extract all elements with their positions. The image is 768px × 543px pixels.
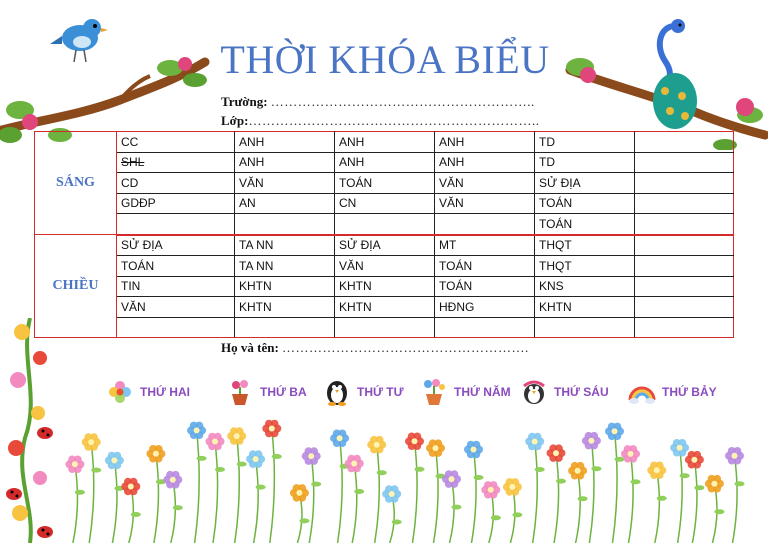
table-cell [335, 317, 435, 338]
table-cell: KHTN [235, 276, 335, 297]
table-cell [635, 276, 734, 297]
table-cell: VĂN [117, 297, 235, 318]
table-cell: ANH [435, 152, 535, 173]
school-label: Trường: [221, 94, 268, 109]
school-dots: ………………………………………………….. [270, 94, 535, 109]
table-row [35, 317, 734, 338]
ladybug-vine-decoration [0, 318, 70, 543]
day-legend-2 [323, 378, 404, 406]
table-cell [635, 235, 734, 256]
day-label: THỨ NĂM [454, 385, 511, 399]
table-cell [635, 317, 734, 338]
table-cell: KHTN [235, 297, 335, 318]
table-cell: VĂN [335, 256, 435, 277]
day-legend-4 [520, 378, 609, 406]
table-cell: CD [117, 173, 235, 194]
table-cell: TD [535, 132, 635, 153]
ladybug-icon [37, 427, 53, 439]
table-cell: TOÁN [335, 173, 435, 194]
flowerpot-icon [420, 378, 448, 406]
session-morning-label: SÁNG [35, 132, 117, 235]
table-cell [635, 214, 734, 235]
table-cell: KHTN [535, 297, 635, 318]
table-cell: THQT [535, 256, 635, 277]
table-cell: TOÁN [535, 193, 635, 214]
peacock-icon [640, 16, 710, 131]
ladybug-icon [37, 526, 53, 538]
table-cell: CN [335, 193, 435, 214]
penguin-icon [323, 378, 351, 406]
table-cell: VĂN [435, 193, 535, 214]
timetable [34, 131, 734, 338]
table-cell: HĐNG [435, 297, 535, 318]
table-cell [635, 173, 734, 194]
table-cell: GDĐP [117, 193, 235, 214]
ladybug-icon [6, 488, 22, 500]
day-label: THỨ BẢY [662, 385, 717, 399]
day-legend-3 [420, 378, 511, 406]
page-title: THỜI KHÓA BIỂU [220, 37, 550, 82]
table-cell: TA NN [235, 256, 335, 277]
table-cell: TOÁN [435, 276, 535, 297]
day-legend-1 [226, 378, 307, 406]
flower-icon [106, 378, 134, 406]
class-dots: ……………………………………………………….. [248, 113, 540, 128]
flowerpot-icon [226, 378, 254, 406]
table-cell [435, 317, 535, 338]
day-legend-0 [106, 378, 190, 406]
name-label: Họ và tên: [221, 340, 279, 355]
table-cell: TOÁN [117, 256, 235, 277]
table-cell: ANH [335, 152, 435, 173]
table-cell: ANH [235, 152, 335, 173]
day-label: THỨ SÁU [554, 385, 609, 399]
table-row [35, 193, 734, 214]
day-legend-5 [628, 378, 717, 406]
table-cell: ANH [235, 132, 335, 153]
table-row [35, 214, 734, 235]
table-cell [117, 317, 235, 338]
table-row [35, 297, 734, 318]
table-row [35, 132, 734, 153]
table-cell: SỬ ĐỊA [117, 235, 235, 256]
table-cell: TA NN [235, 235, 335, 256]
session-afternoon-label: CHIỀU [35, 235, 117, 338]
flower-meadow-decoration [0, 410, 768, 543]
table-cell: TOÁN [435, 256, 535, 277]
table-row [35, 152, 734, 173]
table-cell: KNS [535, 276, 635, 297]
table-cell: THQT [535, 235, 635, 256]
table-cell [635, 193, 734, 214]
table-cell: TOÁN [535, 214, 635, 235]
table-cell: VĂN [235, 173, 335, 194]
table-row [35, 276, 734, 297]
table-cell: TIN [117, 276, 235, 297]
table-cell: SỬ ĐỊA [535, 173, 635, 194]
class-label: Lớp: [221, 113, 249, 128]
table-cell: TD [535, 152, 635, 173]
school-field [221, 94, 535, 110]
name-field [221, 340, 529, 356]
day-label: THỨ BA [260, 385, 307, 399]
table-cell [635, 152, 734, 173]
table-row [35, 256, 734, 277]
day-label: THỨ HAI [140, 385, 190, 399]
penguin-icon [520, 378, 548, 406]
table-cell: MT [435, 235, 535, 256]
table-cell: ANH [335, 132, 435, 153]
table-row [35, 235, 734, 256]
table-cell: AN [235, 193, 335, 214]
table-cell: SHL [117, 152, 235, 173]
table-cell: KHTN [335, 297, 435, 318]
table-cell [635, 297, 734, 318]
bird-icon [48, 14, 108, 69]
table-cell: CC [117, 132, 235, 153]
table-cell [235, 214, 335, 235]
table-cell: VĂN [435, 173, 535, 194]
table-cell [117, 214, 235, 235]
table-cell [335, 214, 435, 235]
table-cell: ANH [435, 132, 535, 153]
name-dots: ………………………………………………. [282, 340, 529, 355]
day-label: THỨ TƯ [357, 385, 404, 399]
table-row [35, 173, 734, 194]
table-cell: KHTN [335, 276, 435, 297]
table-cell [535, 317, 635, 338]
table-cell [635, 256, 734, 277]
table-cell: SỬ ĐỊA [335, 235, 435, 256]
table-cell [235, 317, 335, 338]
rainbow-icon [628, 378, 656, 406]
table-cell [435, 214, 535, 235]
class-field [221, 113, 539, 129]
table-cell [635, 132, 734, 153]
